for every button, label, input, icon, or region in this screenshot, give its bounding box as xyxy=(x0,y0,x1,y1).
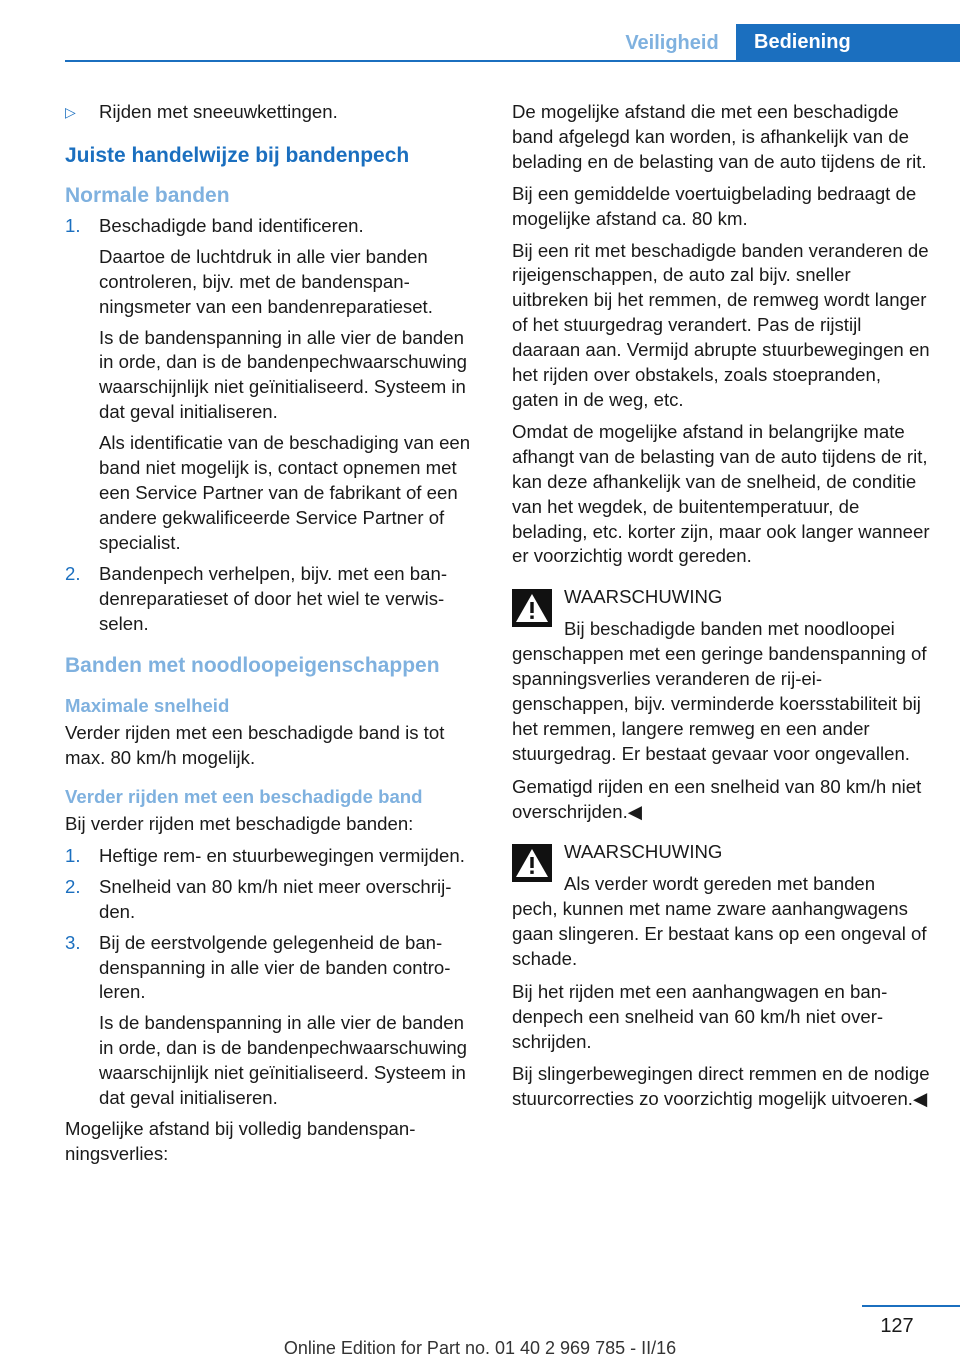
heading-continue-driving: Verder rijden met een beschadigde band xyxy=(65,786,423,808)
step-number: 1. xyxy=(65,214,81,236)
paragraph-distance: Mogelijke afstand bij volledig bandenspanningsverlies: xyxy=(65,1118,416,1164)
paragraph-trailer: Bij het rijden met een aanhangwagen en bandenpech een snelheid van 60 km/h niet overschrijden. xyxy=(512,981,888,1052)
step-number: 3. xyxy=(65,931,81,953)
step-text: Bij de eerstvolgende gelegenheid de bandenspanning in alle vier de banden controleren. xyxy=(99,931,451,1003)
step-2 xyxy=(65,875,478,925)
paragraph-distance-detail: De mogelijke afstand die met een beschadigde band afgelegd kan worden, is afhankelijk van de belading en de belasting van de auto tijdens de rit. xyxy=(512,101,927,172)
step-1 xyxy=(65,844,478,869)
warning-text-start: Bij beschadigde banden met noodloopei xyxy=(564,618,895,640)
step-text: Bandenpech verhelpen, bijv. met een bandenreparatieset of door het wiel te verwisselen. xyxy=(99,562,448,634)
step-note: Is de bandenspanning in alle vier de banden in orde, dan is de bandenpechwaarschuwing waarschijnlijk niet geïnitialiseerd. Systeem in dat geval initialiseren. xyxy=(99,1012,467,1109)
heading-runflat: Banden met noodloopeigenschappen xyxy=(65,654,440,678)
right-column xyxy=(512,100,932,1119)
warning-block-1 xyxy=(512,585,932,766)
footer-rule xyxy=(862,1305,960,1307)
warning-text: genschappen met een geringe bandenspanning of spanningsverlies veranderen de rij-eigenschappen, bijv. verminderde koersstabiliteit bij het remmen, langere remweg en een ander stuurgedrag. Er bestaat gevaar voor ongevallen. xyxy=(512,643,927,764)
left-column xyxy=(65,100,478,1174)
paragraph-distance-factors: Omdat de mogelijke afstand in belangrijke mate afhangt van de belasting van de auto tijdens de rit, kan deze afhankelijk van de snelheid, de conditie van het wegdek, de buitentemperatuur, de belading, etc. korter zijn, maar ook langer wanneer er voorzichtig wordt gereden. xyxy=(512,420,930,567)
heading-normal-tires: Normale banden xyxy=(65,183,230,207)
step-number: 1. xyxy=(65,844,81,866)
step-2 xyxy=(65,562,478,637)
step-text: Heftige rem- en stuurbewegingen vermijden. xyxy=(99,844,465,866)
paragraph-average-load: Bij een gemiddelde voertuigbelading bedraagt de mogelijke afstand ca. 80 km. xyxy=(512,182,917,229)
warning-title: WAARSCHUWING xyxy=(564,841,723,863)
step-1 xyxy=(65,214,478,556)
step-number: 2. xyxy=(65,875,81,897)
heading-max-speed: Maximale snelheid xyxy=(65,695,230,717)
edition-footer: Online Edition for Part no. 01 40 2 969 785 - II/16 xyxy=(283,1338,677,1358)
paragraph-handling: Bij een rit met beschadigde banden veranderen de rijeigenschappen, de auto zal bijv. sneller uitbreken bij het remmen, de remweg wordt langer of het stuurgedrag verandert. Pas de rijstijl daaraan aan. Vermijd abrupte stuurbewegingen en het rijden over obstakels, zoals stoepranden, gaten in de weg, etc. xyxy=(512,239,930,410)
page-number: 127 xyxy=(880,1315,914,1337)
warning-triangle-icon xyxy=(512,844,552,882)
paragraph-max-speed: Verder rijden met een beschadigde band is tot max. 80 km/h mogelijk. xyxy=(65,722,445,769)
section-tab[interactable]: Veiligheid xyxy=(625,32,719,54)
step-number: 2. xyxy=(65,562,81,584)
step-note: Is de bandenspanning in alle vier de banden in orde, dan is de bandenpechwaarschuwing waarschijnlijk niet geïnitialiseerd. Systeem in dat geval initialiseren. xyxy=(99,326,467,423)
step-text: Snelheid van 80 km/h niet meer overschrijden. xyxy=(99,875,452,922)
bullet-marker: ▷ xyxy=(65,104,76,120)
warning-triangle-icon xyxy=(512,589,552,627)
chapter-tab[interactable]: Bediening xyxy=(736,24,960,62)
bullet-item xyxy=(65,100,478,125)
paragraph-moderate-driving: Gematigd rijden en een snelheid van 80 km/h niet overschrijden.◀ xyxy=(512,775,922,822)
paragraph-continue: Bij verder rijden met beschadigde banden: xyxy=(65,813,414,835)
bullet-text: Rijden met sneeuwkettingen. xyxy=(99,101,338,122)
heading-flat-tire: Juiste handelwijze bij bandenpech xyxy=(65,143,410,167)
step-text: Beschadigde band identificeren. xyxy=(99,214,364,236)
warning-text: pech, kunnen met name zware aanhangwagens gaan slingeren. Er bestaat kans op een ongeval of schade. xyxy=(512,898,927,970)
step-note: Daartoe de luchtdruk in alle vier banden controleren, bijv. met de bandenspanningsmeter van een bandenreparatieset. xyxy=(99,245,433,317)
warning-title: WAARSCHUWING xyxy=(564,586,723,608)
step-3 xyxy=(65,931,478,1111)
warning-block-2 xyxy=(512,840,932,972)
paragraph-swaying: Bij slingerbewegingen direct remmen en de nodige stuurcorrecties zo voorzichtig mogelijk uitvoeren.◀ xyxy=(512,1062,930,1109)
warning-text-start: Als verder wordt gereden met banden xyxy=(564,873,876,895)
step-note: Als identificatie van de beschadiging van een band niet mogelijk is, contact opnemen met een Service Partner van de fabrikant of een andere gekwalificeerde Service Partner of specialist. xyxy=(99,432,471,553)
